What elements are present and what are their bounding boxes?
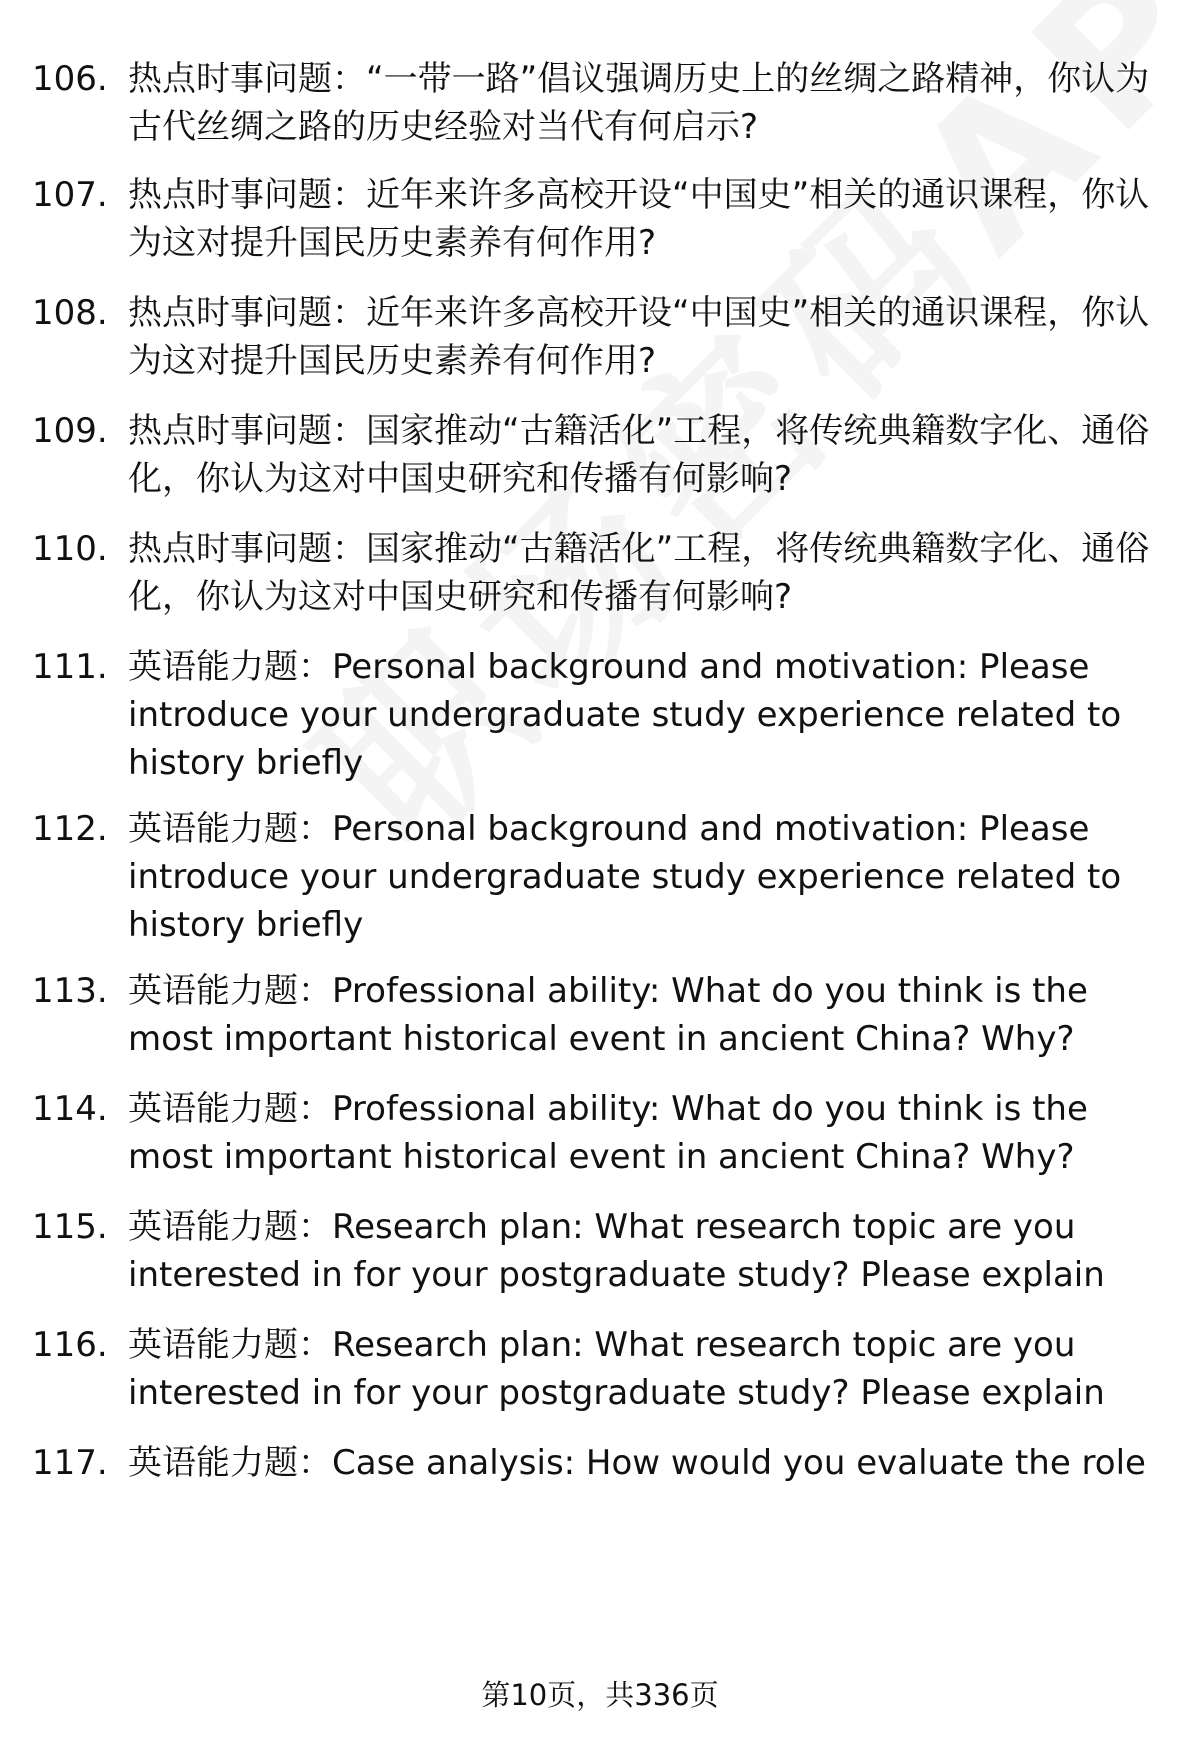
question-text: 热点时事问题：“一带一路”倡议强调历史上的丝绸之路精神，你认为古代丝绸之路的历史经验对当代有何启示? [128,59,1150,147]
question-text: 热点时事问题：近年来许多高校开设“中国史”相关的通识课程，你认为这对提升国民历史素养有何作用? [128,293,1150,381]
question-text: 英语能力题：Professional ability: What do you think is the most important historical event in ancient China? Why? [128,971,1088,1059]
question-number: 112. [32,809,108,849]
question-number: 116. [32,1325,108,1365]
question-text: 英语能力题：Personal background and motivation: Please introduce your undergraduate study experience related to history briefly [128,647,1122,783]
question-text: 英语能力题：Research plan: What research topic are you interested in for your postgraduate study? Please explain [128,1325,1105,1413]
page-number-label: 第10页，共336页 [481,1678,719,1712]
question-text: 热点时事问题：国家推动“古籍活化”工程，将传统典籍数字化、通俗化，你认为这对中国史研究和传播有何影响? [128,529,1150,617]
question-text: 热点时事问题：近年来许多高校开设“中国史”相关的通识课程，你认为这对提升国民历史素养有何作用? [128,175,1150,263]
question-text: 英语能力题：Research plan: What research topic are you interested in for your postgraduate study? Please explain [128,1207,1105,1295]
question-number: 117. [32,1443,108,1483]
question-number: 106. [32,59,108,99]
question-number: 114. [32,1089,108,1129]
question-number: 111. [32,647,108,687]
question-text: 英语能力题：Personal background and motivation: Please introduce your undergraduate study experience related to history briefly [128,809,1122,945]
question-number: 108. [32,293,108,333]
question-number: 110. [32,529,108,569]
question-text: 英语能力题：Professional ability: What do you think is the most important historical event in ancient China? Why? [128,1089,1088,1177]
question-number: 113. [32,971,108,1011]
question-text: 热点时事问题：国家推动“古籍活化”工程，将传统典籍数字化、通俗化，你认为这对中国史研究和传播有何影响? [128,411,1150,499]
question-number: 109. [32,411,108,451]
question-text: 英语能力题：Case analysis: How would you evaluate the role [128,1443,1146,1483]
question-number: 107. [32,175,108,215]
page-footer [0,1675,1200,1715]
question-number: 115. [32,1207,108,1247]
